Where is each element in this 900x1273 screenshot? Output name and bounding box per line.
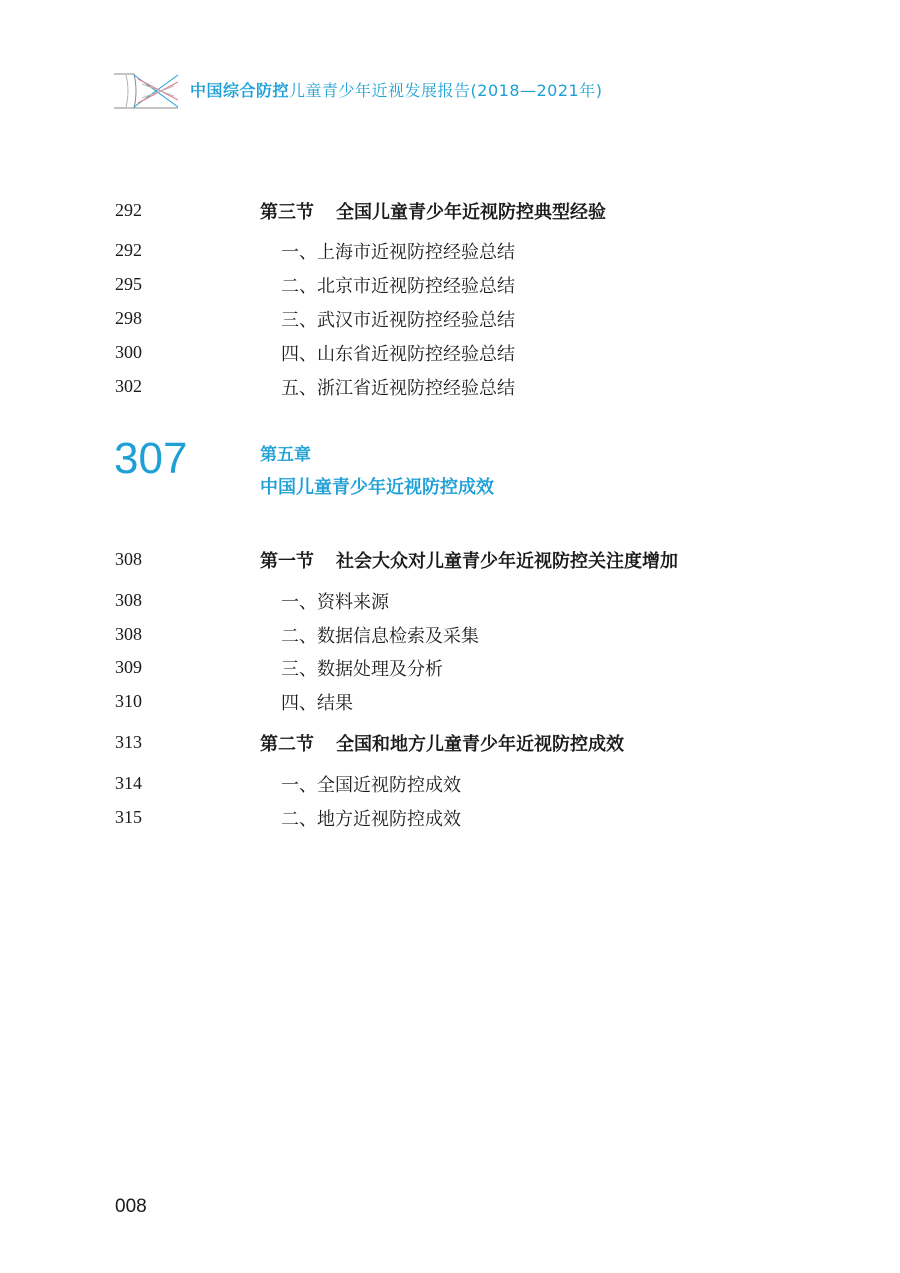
toc-row[interactable] (0, 622, 900, 646)
toc-row[interactable] (0, 588, 900, 612)
toc-page-number: 313 (115, 732, 142, 752)
chapter-label: 第五章 (260, 445, 311, 465)
toc-section-title (260, 198, 606, 224)
section-name: 全国儿童青少年近视防控典型经验 (336, 202, 606, 223)
toc-row[interactable] (0, 689, 900, 713)
header-title-years: (2018—2021年) (470, 81, 603, 100)
toc-item-title: 一、全国近视防控成效 (281, 775, 461, 796)
page-folio: 008 (115, 1196, 147, 1217)
toc-item-title: 四、结果 (281, 693, 353, 714)
toc-page-number: 300 (115, 342, 142, 362)
toc-section-title (260, 547, 678, 573)
running-header (112, 70, 812, 114)
toc-section-title (260, 730, 624, 756)
toc-item-title: 三、武汉市近视防控经验总结 (281, 310, 515, 331)
toc-page-number: 314 (115, 773, 142, 793)
toc-row[interactable] (0, 306, 900, 330)
chapter-page-number[interactable]: 307 (114, 434, 188, 483)
toc-page-number: 310 (115, 691, 142, 711)
toc-row[interactable] (0, 655, 900, 679)
toc-item-title: 四、山东省近视防控经验总结 (281, 344, 515, 365)
toc-row[interactable] (0, 238, 900, 262)
header-title-bold: 中国综合防控 (190, 81, 290, 100)
section-name: 社会大众对儿童青少年近视防控关注度增加 (336, 551, 678, 572)
toc-row[interactable] (0, 805, 900, 829)
header-title (190, 78, 602, 101)
toc-row[interactable] (0, 340, 900, 364)
toc-page-number: 298 (115, 308, 142, 328)
toc-page-number: 292 (115, 200, 142, 220)
toc-row[interactable] (0, 771, 900, 795)
toc-page-number: 295 (115, 274, 142, 294)
toc-row[interactable] (0, 374, 900, 398)
toc-page-number: 302 (115, 376, 142, 396)
toc-item-title: 一、资料来源 (281, 592, 389, 613)
toc-row[interactable] (0, 730, 900, 754)
chapter-title[interactable]: 中国儿童青少年近视防控成效 (260, 477, 494, 498)
toc-item-title: 三、数据处理及分析 (281, 659, 443, 680)
section-label: 第三节 (260, 202, 314, 223)
toc-page-number: 292 (115, 240, 142, 260)
toc-item-title: 一、上海市近视防控经验总结 (281, 242, 515, 263)
header-title-main: 儿童青少年近视发展报告 (289, 81, 471, 100)
toc-item-title: 五、浙江省近视防控经验总结 (281, 378, 515, 399)
eye-lens-logo-icon (112, 70, 184, 112)
toc-item-title: 二、北京市近视防控经验总结 (281, 276, 515, 297)
toc-row[interactable] (0, 198, 900, 222)
toc-item-title: 二、地方近视防控成效 (281, 809, 461, 830)
toc-page-number: 309 (115, 657, 142, 677)
toc-row[interactable] (0, 547, 900, 571)
toc-row[interactable] (0, 272, 900, 296)
toc-page-number: 308 (115, 549, 142, 569)
toc-page-number: 308 (115, 590, 142, 610)
toc-page-number: 315 (115, 807, 142, 827)
section-label: 第一节 (260, 551, 314, 572)
section-name: 全国和地方儿童青少年近视防控成效 (336, 734, 624, 755)
toc-page-number: 308 (115, 624, 142, 644)
toc-item-title: 二、数据信息检索及采集 (281, 626, 479, 647)
section-label: 第二节 (260, 734, 314, 755)
